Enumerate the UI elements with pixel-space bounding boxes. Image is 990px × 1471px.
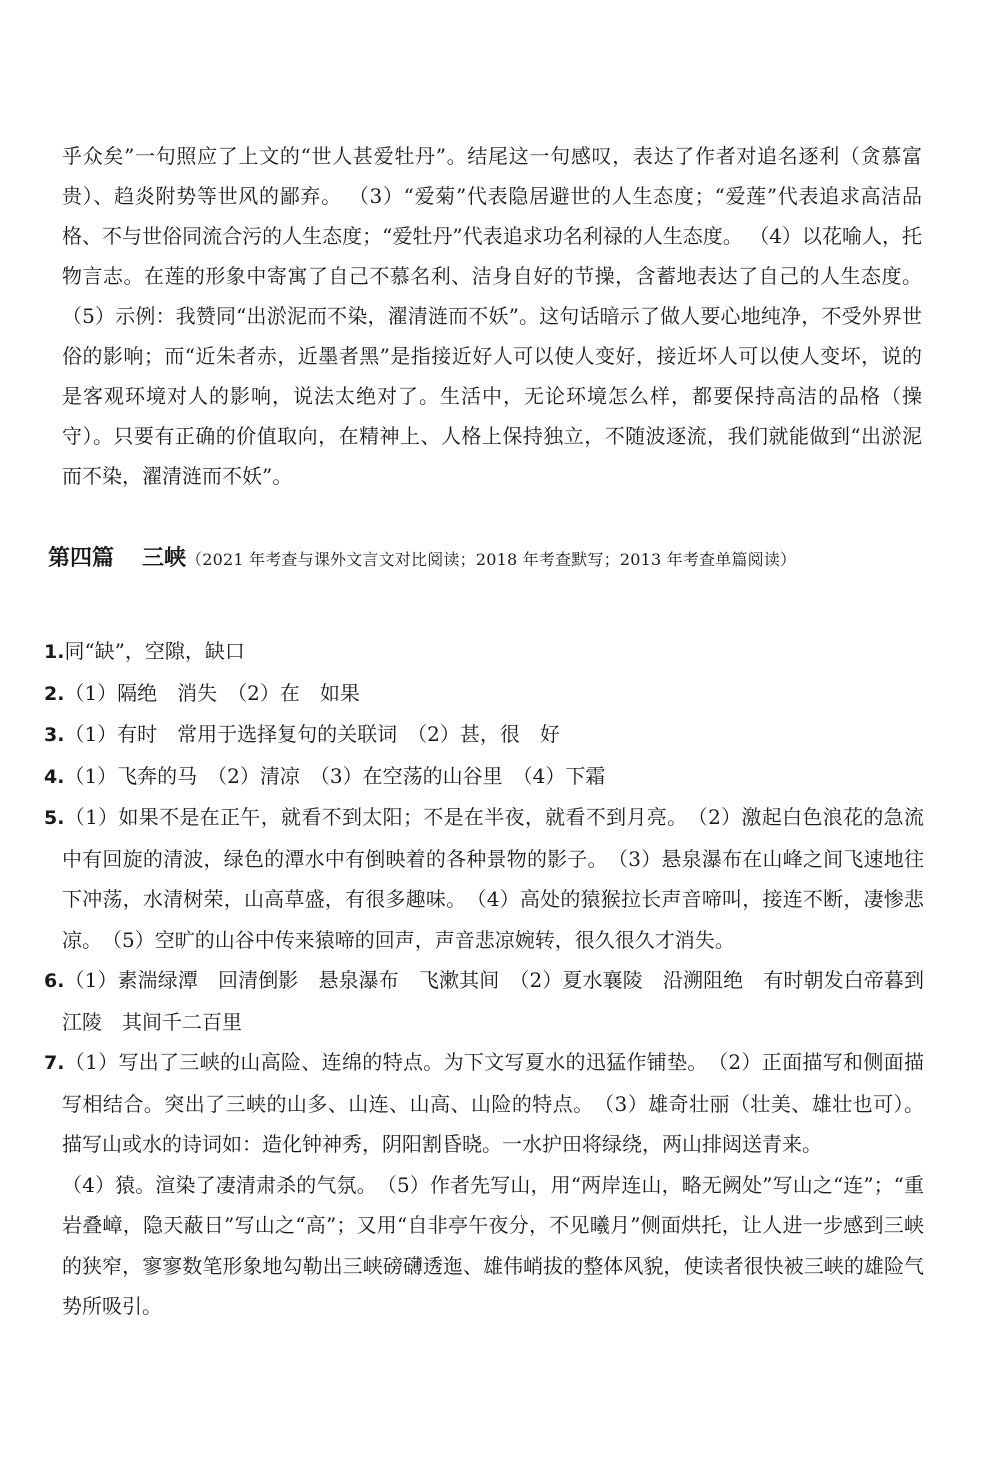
answer-item-7 — [44, 1042, 924, 1327]
answer-text: （1）隔绝 消失 （2）在 如果 — [64, 680, 360, 705]
answer-item-4 — [44, 756, 924, 798]
answer-item-6 — [44, 960, 924, 1042]
answer-item-3 — [44, 714, 924, 756]
answer-text: （1）素湍绿潭 回清倒影 悬泉瀑布 飞漱其间 （2）夏水襄陵 沿溯阻绝 有时朝发白帝暮到江陵 其间千二百里 — [62, 968, 924, 1034]
answer-item-5 — [44, 797, 924, 960]
answer-text: （1）有时 常用于选择复句的关联词 （2）甚，很 好 — [64, 722, 560, 746]
answer-number: 5. — [44, 807, 65, 829]
answer-number: 7. — [44, 1052, 65, 1074]
section-heading — [48, 541, 948, 572]
answer-list — [44, 631, 924, 1327]
intro-paragraph: 乎众矣”一句照应了上文的“世人甚爱牡丹”。结尾这一句感叹，表达了作者对追名逐利（贪慕富贵）、趋炎附势等世风的鄙弃。 （3）“爱菊”代表隐居避世的人生态度；“爱莲”代表追求高洁品格、不与世俗同流合污的人生态度；“爱牡丹”代表追求功名利禄的人生态度。 （4）以花喻人，托物言志。在莲的形象中寄寓了自己不慕名利、洁身自好的节操，含蓄地表达了自己的人生态度。 （5）示例：我赞同“出淤泥而不染，濯清涟而不妖”。这句话暗示了做人要心地纯净，不受外界世俗的影响；而“近朱者赤，近墨者黑”是指接近好人可以使人变好，接近坏人可以使人变坏，说的是客观环境对人的影响，说法太绝对了。生活中，无论环境怎么样，都要保持高洁的品格（操守）。只要有正确的价值取向，在精神上、人格上保持独立，不随波逐流，我们就能做到“出淤泥而不染，濯清涟而不妖”。 — [62, 144, 922, 488]
answer-number: 3. — [44, 724, 65, 746]
answer-item-2 — [44, 673, 924, 715]
section-label: 第四篇 — [48, 546, 115, 571]
section-title: 三峡 — [142, 546, 187, 571]
answer-text: （1）如果不是在正午，就看不到太阳；不是在半夜，就看不到月亮。 （2）激起白色浪花的急流中有回旋的清波，绿色的潭水中有倒映着的各种景物的影子。 （3）悬泉瀑布在山峰之间飞速地往下冲荡，水清树荣，山高草盛，有很多趣味。 （4）高处的猿猴拉长声音啼叫，接连不断，凄惨悲凉。 （5）空旷的山谷中传来猿啼的回声，声音悲凉婉转，很久很久才消失。 — [62, 805, 924, 952]
answer-number: 1. — [44, 641, 65, 663]
answer-number: 6. — [44, 970, 65, 992]
answer-number: 2. — [44, 682, 65, 705]
answer-item-1 — [44, 631, 924, 673]
answer-text: 同“缺”，空隙，缺口 — [64, 639, 245, 663]
answer-text: （1）写出了三峡的山高险、连绵的特点。为下文写夏水的迅猛作铺垫。 （2）正面描写和侧面描写相结合。突出了三峡的山多、山连、山高、山险的特点。 （3）雄奇壮丽（壮美、雄壮也可）。描写山或水的诗词如：造化钟神秀，阴阳割昏晓。一水护田将绿绕，两山排闼送青来。 — [62, 1050, 924, 1156]
answer-number: 4. — [44, 765, 65, 788]
answer-text: （1）飞奔的马 （2）清凉 （3）在空荡的山谷里 （4）下霜 — [64, 763, 606, 788]
section-note: （2021 年考查与课外文言文对比阅读；2018 年考查默写；2013 年考查单篇阅读） — [186, 550, 797, 569]
answer-continuation: （4）猿。渲染了凄清肃杀的气氛。 （5）作者先写山，用“两岸连山，略无阙处”写山之“连”；“重岩叠嶂，隐天蔽日”写山之“高”；又用“自非亭午夜分，不见曦月”侧面烘托，让人进一步感到三峡的狭窄，寥寥数笔形象地勾勒出三峡磅礴透迤、雄伟峭拔的整体风貌，使读者很快被三峡的雄险气势所吸引。 — [62, 1172, 924, 1318]
